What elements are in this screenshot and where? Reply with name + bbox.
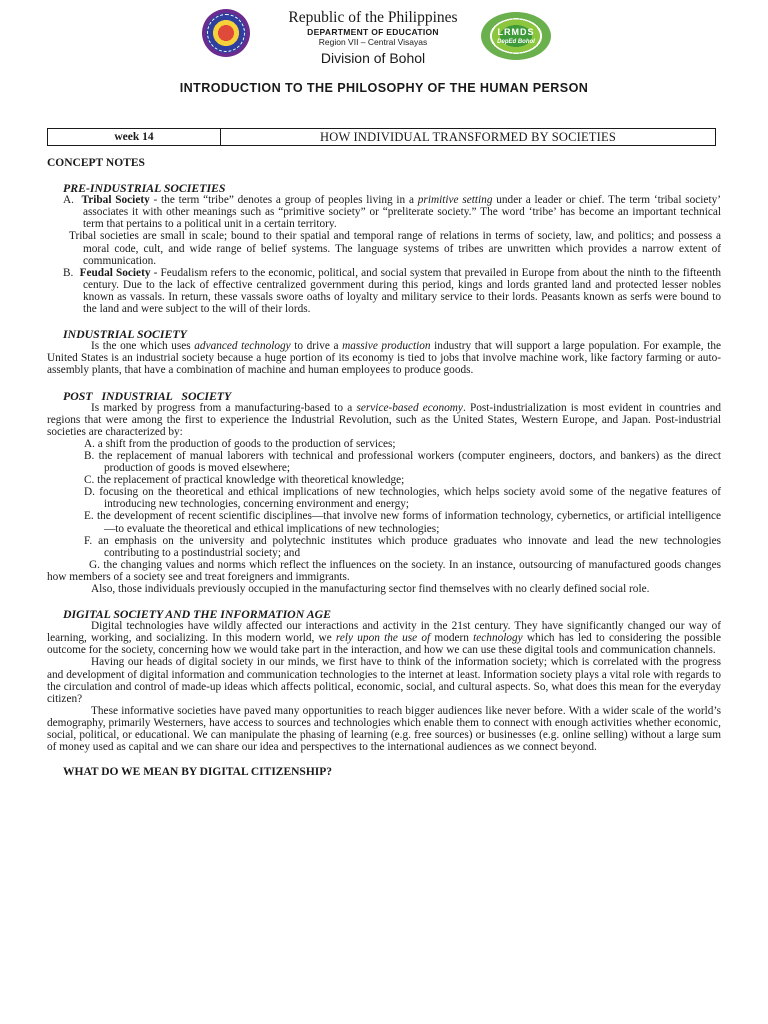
list-item: E. the development of recent scientific disciplines—that involve new forms of information technology, cybernetics, or artificial intelligence—to evaluate the theoretical and ethical implications of new technologies; [84, 510, 721, 535]
concept-notes-heading: CONCEPT NOTES [47, 157, 145, 169]
tribal-society-paragraph: A. Tribal Society - the term “tribe” denotes a group of peoples living in a primitive setting under a leader or chief. The term ‘tribal society’ associates it with other meanings such as “primitive society” or “preliterate society.” The word ‘tribe’ has become an important technical term that pertains to a political unit in a certain territory. [63, 194, 722, 231]
industrial-paragraph: Is the one which uses advanced technology to drive a massive production industry that will support a large population. For example, the United States is an industrial society because a huge portion of its economy is tied to jobs that involve machine work, like factory farming or auto-assembly plants, that have a combination of machine and human employees to produce goods. [47, 340, 721, 377]
lrmds-logo-subtext: DepEd Bohol [497, 39, 535, 45]
list-item: G. the changing values and norms which reflect the influences on the society. In an instance, outsourcing of manufactured goods changes how members of a society see and treat foreigners and immigrants. [47, 558, 721, 583]
lrmds-logo [481, 12, 551, 60]
document-title: INTRODUCTION TO THE PHILOSOPHY OF THE HUMAN PERSON [179, 81, 589, 95]
region-heading: Region VII – Central Visayas [318, 37, 428, 47]
industrial-heading: INDUSTRIAL SOCIETY [63, 327, 187, 342]
post-industrial-closing: Also, those individuals previously occupied in the manufacturing sector find themselves with no clearly defined social role. [91, 583, 650, 595]
post-industrial-paragraph: Is marked by progress from a manufacturing-based to a service-based economy. Post-industrialization is most evident in countries and regions that were among the first to experience the Industrial Revolution, such as the United States, Western Europe, and Japan. Post-industrial societies are characterized by: [47, 401, 722, 438]
letterhead [0, 0, 768, 80]
tribal-society-label: Tribal Society [81, 194, 150, 207]
digital-paragraph-2: Having our heads of digital society in our minds, we first have to think of the information society; which is correlated with the progress and development of digital information and communication technologies to the internet at least. Information society plays a vital role with regards to the circulation and control of made-up ideas which affects political, economic, social, and cultural aspects. So, what does this mean for the everyday citizen? [47, 656, 721, 705]
division-heading: Division of Bohol [320, 50, 426, 66]
post-industrial-heading: POST INDUSTRIAL SOCIETY [63, 388, 232, 403]
digital-citizenship-heading: WHAT DO WE MEAN BY DIGITAL CITIZENSHIP? [63, 766, 333, 779]
department-heading: DEPARTMENT OF EDUCATION [307, 27, 439, 37]
pre-industrial-heading: PRE-INDUSTRIAL SOCIETIES [63, 181, 226, 196]
deped-seal-logo [202, 9, 250, 57]
list-item: B. the replacement of manual laborers with technical and professional workers (computer engineers, doctors, and bankers) as the direct production of goods is moved elsewhere; [84, 449, 721, 475]
digital-paragraph-3: These informative societies have paved many opportunities to reach bigger audiences like never before. With a wider scale of the world’s demography, primarily Westerners, have access to sources and technologies which enable them to connect with enough activities whether economic, social, political, or educational. We can manipulate the phasing of learning (e.g. free sources) or businesses (e.g. online selling) without a large sum of money used as capital and we can share our idea and perspectives to the international audiences as we connect beyond. [47, 704, 721, 754]
week-label: week 14 [48, 129, 221, 145]
feudal-society-label: Feudal Society [79, 266, 151, 279]
concept-notes-body [47, 157, 721, 778]
list-item: F. an emphasis on the university and polytechnic institutes which produce graduates who innovate and lead the new technologies contributing to a postindustrial society; and [84, 534, 721, 559]
list-item: A. a shift from the production of goods to the production of services; [84, 437, 396, 450]
list-item: C. the replacement of practical knowledge with theoretical knowledge; [84, 474, 405, 487]
digital-society-heading: DIGITAL SOCIETY AND THE INFORMATION AGE [63, 607, 331, 622]
tribal-society-paragraph-2: Tribal societies are small in scale; bound to their spatial and temporal range of relations in terms of society, law, and politics; and possess a moral code, cult, and wide range of belief systems. The language systems of tribes are unwritten which provides a narrow extent of communication. [69, 230, 721, 267]
republic-heading: Republic of the Philippines [288, 9, 458, 26]
week-table [47, 128, 716, 146]
week-topic: HOW INDIVIDUAL TRANSFORMED BY SOCIETIES [320, 130, 616, 144]
digital-paragraph-1: Digital technologies have wildly affected our interactions and activity in the 21st century. They have significantly changed our way of learning, working, and socializing. In this modern world, we rely upon the use of modern technology which has led to considering the possible outcome for the society, concerning how we would take part in the interaction, and how we can use these digital tools and communication channels. [47, 620, 721, 657]
lrmds-logo-text: LRMDS [497, 27, 535, 37]
feudal-society-paragraph: B. Feudal Society - Feudalism refers to the economic, political, and social system that prevailed in Europe from about the ninth to the fifteenth century. Due to the lack of effective centralized government during this period, kings and lords granted land and protected lesser nobles known as vassals. In return, these vassals swore oaths of loyalty and military service to their lords. Peasants known as serfs were bound to the land and were subject to the will of their lords. [63, 266, 721, 316]
list-item: D. focusing on the theoretical and ethical implications of new technologies, which helps society avoid some of the negative features of introducing new technologies, concerning environment and energy; [84, 486, 721, 511]
